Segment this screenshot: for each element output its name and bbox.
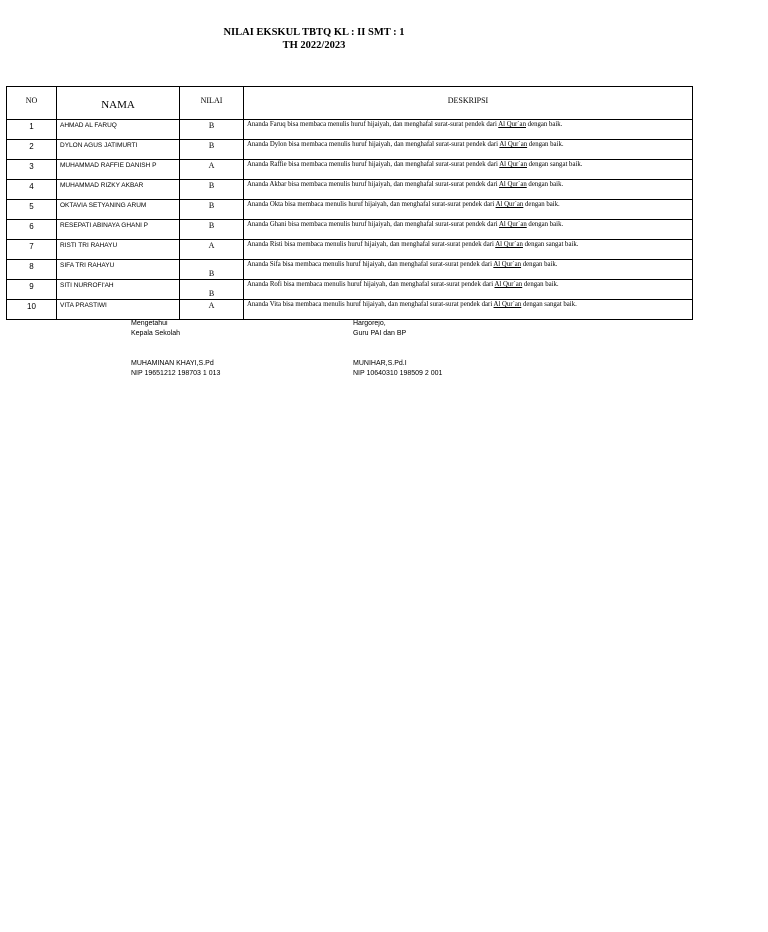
- row-nama: AHMAD AL FARUQ: [57, 120, 180, 140]
- table-row: [7, 280, 693, 300]
- row-nilai: A: [180, 240, 244, 260]
- grades-table: [6, 86, 693, 320]
- row-nama: RISTI TRI RAHAYU: [57, 240, 180, 260]
- table-row: [7, 260, 693, 280]
- row-deskripsi: Ananda Faruq bisa membaca menulis huruf hijaiyah, dan menghafal surat-surat pendek dari Al Qur`an dengan baik.: [244, 120, 693, 140]
- row-no: 8: [7, 260, 57, 280]
- table-row: [7, 240, 693, 260]
- header-nilai: NILAI: [180, 87, 244, 120]
- row-no: 9: [7, 280, 57, 300]
- row-nilai: B: [180, 260, 244, 280]
- table-row: [7, 220, 693, 240]
- teacher-title: Guru PAI dan BP: [353, 330, 407, 337]
- row-no: 4: [7, 180, 57, 200]
- row-nama: MUHAMMAD RIZKY AKBAR: [57, 180, 180, 200]
- table-row: [7, 180, 693, 200]
- principal-acknowledged-label: Mengetahui: [131, 320, 168, 327]
- row-deskripsi: Ananda Risti bisa membaca menulis huruf hijaiyah, dan menghafal surat-surat pendek dari Al Qur`an dengan sangat baik.: [244, 240, 693, 260]
- table-row: [7, 300, 693, 320]
- header-nama: NAMA: [57, 87, 180, 120]
- table-row: [7, 200, 693, 220]
- row-nama: VITA PRASTIWI: [57, 300, 180, 320]
- principal-nip: NIP 19651212 198703 1 013: [131, 370, 221, 377]
- row-nama: MUHAMMAD RAFFIE DANISH P: [57, 160, 180, 180]
- teacher-name: MUNIHAR,S.Pd.I: [353, 360, 407, 367]
- row-nama: SIFA TRI RAHAYU: [57, 260, 180, 280]
- row-deskripsi: Ananda Rofi bisa membaca menulis huruf hijaiyah, dan menghafal surat-surat pendek dari Al Qur`an dengan baik.: [244, 280, 693, 300]
- row-no: 3: [7, 160, 57, 180]
- row-deskripsi: Ananda Dylon bisa membaca menulis huruf hijaiyah, dan menghafal surat-surat pendek dari Al Qur`an dengan baik.: [244, 140, 693, 160]
- row-nama: OKTAVIA SETYANING ARUM: [57, 200, 180, 220]
- principal-title: Kepala Sekolah: [131, 330, 181, 337]
- row-nilai: B: [180, 140, 244, 160]
- document-subtitle-year: TH 2022/2023: [282, 40, 346, 51]
- table-header-row: [7, 87, 693, 120]
- row-no: 5: [7, 200, 57, 220]
- row-no: 10: [7, 300, 57, 320]
- row-deskripsi: Ananda Vita bisa membaca menulis huruf hijaiyah, dan menghafal surat-surat pendek dari Al Qur`an dengan sangat baik.: [244, 300, 693, 320]
- row-nilai: A: [180, 160, 244, 180]
- row-nilai: B: [180, 200, 244, 220]
- row-deskripsi: Ananda Okta bisa membaca menulis huruf hijaiyah, dan menghafal surat-surat pendek dari Al Qur`an dengan baik.: [244, 200, 693, 220]
- row-no: 7: [7, 240, 57, 260]
- row-no: 6: [7, 220, 57, 240]
- document-title: NILAI EKSKUL TBTQ KL : II SMT : 1: [223, 27, 405, 38]
- principal-name: MUHAMINAN KHAYI,S.Pd: [131, 360, 214, 367]
- row-nilai: A: [180, 300, 244, 320]
- row-nilai: B: [180, 120, 244, 140]
- row-nama: RESEPATI ABINAYA GHANI P: [57, 220, 180, 240]
- row-deskripsi: Ananda Raffie bisa membaca menulis huruf hijaiyah, dan menghafal surat-surat pendek dari Al Qur`an dengan sangat baik.: [244, 160, 693, 180]
- signature-teacher: [353, 319, 442, 379]
- row-deskripsi: Ananda Ghani bisa membaca menulis huruf hijaiyah, dan menghafal surat-surat pendek dari Al Qur`an dengan baik.: [244, 220, 693, 240]
- row-nilai: B: [180, 180, 244, 200]
- table-row: [7, 160, 693, 180]
- row-nilai: B: [180, 220, 244, 240]
- teacher-nip: NIP 10640310 198509 2 001: [353, 370, 443, 377]
- table-row: [7, 140, 693, 160]
- row-no: 2: [7, 140, 57, 160]
- table-row: [7, 120, 693, 140]
- header-no: NO: [7, 87, 57, 120]
- row-nilai: B: [180, 280, 244, 300]
- row-nama: DYLON AGUS JATIMURTI: [57, 140, 180, 160]
- row-no: 1: [7, 120, 57, 140]
- signature-principal: [131, 319, 220, 379]
- teacher-place-label: Hargorejo,: [353, 320, 386, 327]
- row-deskripsi: Ananda Sifa bisa membaca menulis huruf hijaiyah, dan menghafal surat-surat pendek dari Al Qur`an dengan baik.: [244, 260, 693, 280]
- row-deskripsi: Ananda Akbar bisa membaca menulis huruf hijaiyah, dan menghafal surat-surat pendek dari Al Qur`an dengan baik.: [244, 180, 693, 200]
- header-deskripsi: DESKRIPSI: [244, 87, 693, 120]
- row-nama: SITI NURROFI'AH: [57, 280, 180, 300]
